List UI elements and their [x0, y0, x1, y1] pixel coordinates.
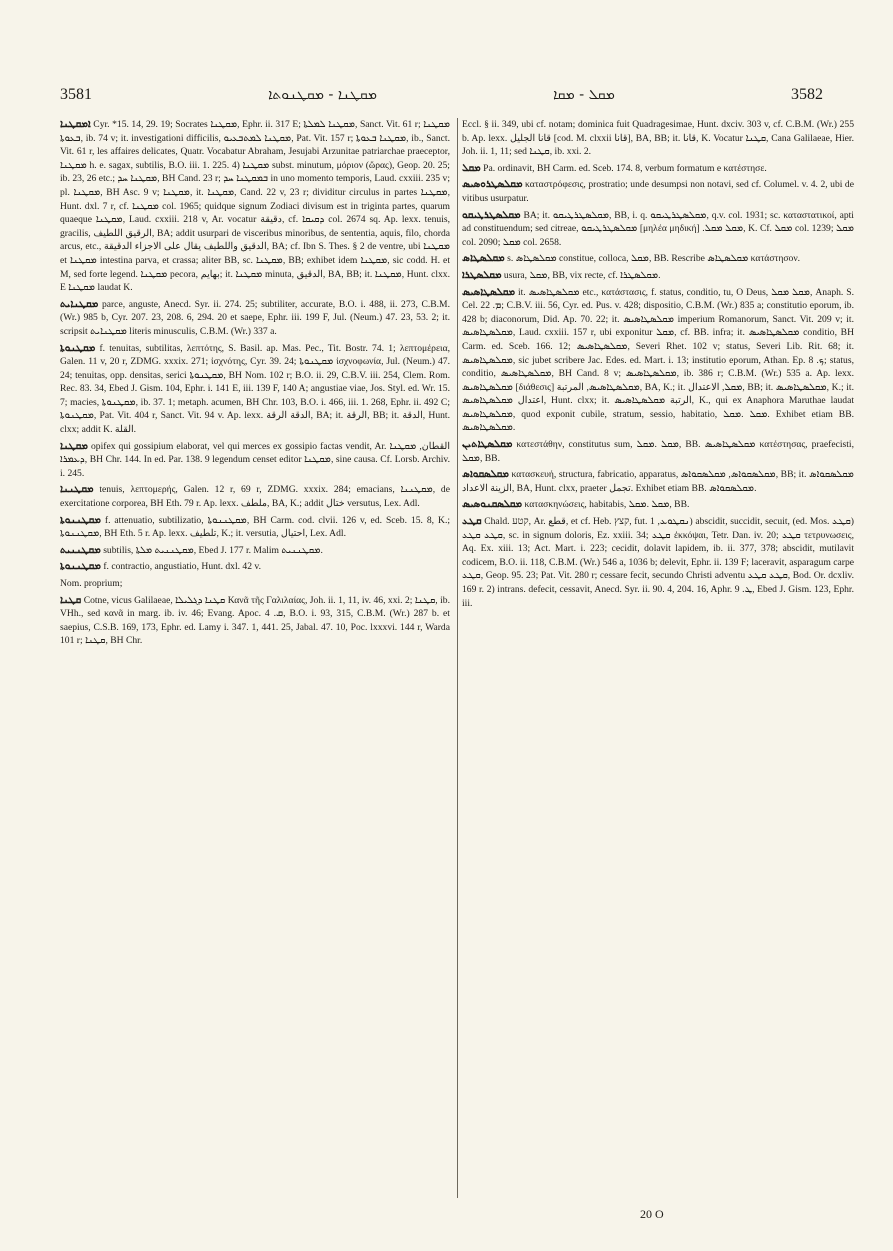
- entry-text: καταστρόφεσις, prostratio; unde desumpsi non notavi, sed cf. Columel. v. 4. 2, ubi de vitibus usurpatur.: [462, 179, 854, 204]
- entry-lemma: ܡܩܠܣܛܪܛܝܩܘ: [462, 209, 521, 221]
- entry-lemma: ܡܩܠܣܩܢܘܣܝܣ: [462, 499, 523, 511]
- entry-text: opifex qui gossipium elaborat, vel qui merces ex gossipio factas vendit, Ar. القطان, ܡܩܛܢܐ ܕܥܡܪܐ, BH Chr. 144. In ed. Par. 138. 9 legendum censet editor ܡܩܛܢܐ, sine causa. Cf. Lorsb. Archiv. i. 245.: [60, 440, 450, 479]
- dictionary-entry: [462, 286, 854, 436]
- dictionary-entry: [60, 560, 450, 574]
- dictionary-entry: [462, 118, 854, 159]
- entry-text: subtilis, ܡܩܛܢܢܝܬ ܡܠܬܐ, Ebed J. 177 r. Malim ܡܩܛܢܢܝܬ.: [103, 544, 323, 556]
- dictionary-entry: [60, 342, 450, 437]
- dictionary-entry: [60, 118, 450, 295]
- entry-text: f. contractio, angustiatio, Hunt. dxl. 42 v.: [103, 561, 261, 573]
- entry-lemma: ܩܛܢܐ: [60, 594, 82, 606]
- entry-lemma: ܐܡܩܛܢܐ: [60, 119, 91, 130]
- signature-mark: 20 O: [640, 1207, 664, 1221]
- entry-lemma: ܡܩܠܣܛܐܬܝܢ: [462, 439, 513, 451]
- entry-text: Cotne, vicus Galilaeae, ܩܛܢܐ ܕܓܠܝܠܐ Κανᾶ τῆς Γαλιλαίας, Joh. ii. 1, 11, iv. 46, xxi. 2; ܩܛܢܐ, ib. VHh., sed κανᾶ in marg. ib. iv. 46; Evang. Apoc. ܩ. 4, B.O. i. 93, 315, C.B.M. (Wr.) 287 b. et saepius, C.S.B. 169, 173, Ephr. ed. Lamy i. 347. 1, 441. 25, Jabal. 47. 10, Poc. lxxxvi. 144 r, Warda 101 r; ܩܛܢܐ, BH Chr.: [60, 594, 450, 647]
- dictionary-entry: [462, 209, 854, 250]
- entry-lemma: ܡܩܠܣܛܐܣܝܣ: [462, 286, 516, 298]
- entry-lemma: ܡܩܛܢܐܝܬ: [60, 298, 99, 310]
- dictionary-entry: [60, 483, 450, 510]
- dictionary-entry: [60, 577, 450, 591]
- entry-text: f. attenuatio, subtilizatio, ܡܩܛܢܢܘܬܐ, BH Carm. cod. clvii. 126 v, ed. Sceb. 15. 8, K.; ܡܩܛܢܢܘܬܐ, BH Eth. 5 r. Ap. lexx. تلطيف, K.; it. versutia, احتيال, Lex. Adl.: [60, 514, 450, 540]
- dictionary-entry: [60, 544, 450, 558]
- entry-lemma: ܡܩܛܢܢܘܬܐ: [60, 514, 101, 526]
- entry-text: f. tenuitas, subtilitas, λεπτότης, S. Basil. ap. Mas. Pec., Tit. Bostr. 74. 1; λεπτομέρεια, Galen. 11 v, 20 r, ZDMG. xxxix. 271; ἰσχνότης, Cyr. 39. 24; ܡܩܛܢܘܬܐ ἰσχνοφωνία, Jul. (Neum.) 47. 24; tenuitas, opp. densitas, serici ܡܩܛܢܘܬܐ, BH Nom. 102 r; B.O. ii. 29, C.B.V. iii. 254, Clem. Rom. Rec. 83. 34, Ebed J. Gism. 104, Ephr. i. 141 E, iii. 139 F, 140 A; angustiae viae, Jos. Styl. ed. Wr. 15. 7; macies, ܡܩܛܢܘܬܐ, ib. 37. 1; metaph. acumen, BH Chr. 103, B.O. i. 466, iii. 1. 268, Ephr. ii. 492 C; ܡܩܛܢܘܬܐ, Pat. Vit. 404 r, Sanct. Vit. 94 v. Ap. lexx. الدقة الرقة, BA; it. الرقة, BB; it. الدقة, Hunt. clxx; addit K. القلة.: [60, 342, 450, 436]
- entry-lemma: ܡܩܛܢܢܘܬܐ: [60, 561, 101, 573]
- entry-text: Pa. ordinavit, BH Carm. ed. Sceb. 174. 8, verbum formatum e κατέστησε.: [483, 162, 767, 174]
- right-page-number: 3582: [790, 86, 823, 103]
- entry-lemma: ܩܛܥ: [462, 516, 482, 528]
- dictionary-entry: [462, 515, 854, 610]
- dictionary-entry: [60, 298, 450, 339]
- dictionary-entry: [462, 178, 854, 205]
- dictionary-entry: [60, 440, 450, 481]
- dictionary-entry: [60, 594, 450, 648]
- entry-text: Eccl. § ii. 349, ubi cf. notam; dominica fuit Quadragesimae, Hunt. dxciv. 303 v, cf. C.B.M. (Wr.) 255 b. Ap. lexx. قانا الجليل [cod. M. clxxii قانا], BA, BB; it. قانا, K. Vocatur ܩܛܢܐ, Cana Galilaeae, Hier. Joh. ii. 1, 11; sed ܩܛܢܐ, ib. xxi. 2.: [462, 119, 854, 158]
- dictionary-entry: [462, 162, 854, 176]
- entry-text: s. ܡܩܠܣܛܐܣ constitue, colloca, ܡܩܠ, BB. Rescribe ܡܩܠܣܛܐܣ κατάστησον.: [507, 253, 801, 265]
- dictionary-entry: [462, 269, 854, 283]
- entry-lemma: ܡܩܛܢܘܬܐ: [60, 342, 96, 354]
- left-running-head: ܡܩܛܢܐ - ܡܩܛܢܘܬܐ: [268, 87, 378, 103]
- right-running-head: ܡܩܠ - ܡܩܐ: [553, 87, 615, 103]
- entry-text: Nom. proprium;: [60, 578, 123, 589]
- column-divider: [457, 118, 458, 1198]
- entry-text: usura, ܡܩܠ, BB, vix recte, cf. ܡܩܠܣܛܪܐ.: [503, 269, 661, 281]
- entry-text: κατασκευή, structura, fabricatio, apparatus, ܡܩܠܣܩܘܐܣ, ܡܩܠܣܩܘܐܣ, BB; it. ܡܩܠܣܩܘܐܣ الزينة الاعداد, BA, Hunt. clxx, praeter تجمل. Exhibet etiam BB. ܡܩܠܣܩܘܐܣ.: [462, 469, 854, 494]
- dictionary-entry: [60, 514, 450, 541]
- entry-lemma: ܡܩܛܢܢܐ: [60, 484, 94, 496]
- entry-lemma: ܡܩܠܣܩܘܐܣ: [462, 469, 509, 481]
- entry-lemma: ܡܩܛܢܐ: [60, 440, 88, 452]
- entry-text: tenuis, λεπτομερής, Galen. 12 r, 69 r, ZDMG. xxxix. 284; emacians, ܡܩܛܢܢܐ, de exercitatione corporea, BH Eth. 79 r. Ap. lexx. ملطف, BA, K.; addit ختال versutus, Lex. Adl.: [60, 484, 450, 510]
- dictionary-entry: [462, 468, 854, 495]
- left-column: [60, 118, 450, 1203]
- entry-text: it. ܡܩܠܣܛܐܣܝܣ etc., κατάστασις, f. status, conditio, tu, O Deus, ܡܩܠ ܡܩܠ, Anaph. S. Cel. ܡ. 22; C.B.V. iii. 56, Cyr. ed. Pus. v. 428; dispositio, C.B.M. (Wr.) 835 a; constitutio eporum, ib. 428 b; diaconorum, Did. Ap. 70. 22; it. ܡܩܠܣܛܐܣܝܣ imperium Romanorum, Sanct. Vit. 209 v; it. ܡܩܠܣܛܐܣܝܣ, Laud. cxxiii. 157 r, ubi exponitur ܡܩܠ, cf. BB. infra; it. ܡܩܠܣܛܐܣܝܣ conditio, BH Carm. ed. Sceb. 166. 12; ܡܩܠܣܛܐܣܝܣ, Severi Rhet. 102 v; status, Severi Lib. Rit. 68; it. ܡܩܠܣܛܐܣܝܣ, sic jubet scribere Jac. Edes. ed. Mart. i. 13; institutio eporum, Athan. Ep. ܟ. 8; status, conditio, ܡܩܠܣܛܐܣܝܣ, BH Cand. 8 v; ܡܩܠܣܛܐܣܝܣ, ib. 386 r; C.B.M. (Wr.) 535 a. Ap. lexx. ܡܩܠܣܛܐܣܝܣ [διάθεσις] ܡܩܠܣܛܐܣܝܣ, المرتبة, BA, K.; it. ܡܩܠ, الاعتدال, BB; it. ܡܩܠܣܛܐܣܝܣ, K.; it. اعتدال ܡܩܠܣܛܐܣܝܣ, Hunt. clxx; it. الرتبة ܡܩܠܣܛܐܣܝܣ, K., qui ex Anaphora Maruthae laudat ܡܩܠܣܛܐܣܝܣ, quod exponit cubile, stratum, sessio, habitatio, ܡܩܠ .ܡܩܠ. Exhibet etiam BB. ܡܩܠܣܛܐܣܝܣ.: [462, 286, 854, 434]
- dictionary-entry: [462, 498, 854, 512]
- entry-lemma: ܡܩܠܣܛܪܘܣܝܣ: [462, 179, 523, 191]
- left-page-number: 3581: [60, 86, 92, 103]
- entry-text: Chald. קטע, Ar. قطع, et cf. Heb. קצץ, fut. ܢܩܛܘܥ, 1) abscidit, succidit, secuit, (ed. Mos. ܩܛܥ) ܩܛܥ ܩܛܥ, sc. in signum doloris, Ez. xxiii. 34; ܩܛܥ ἐκκόψαι, Tetr. Dan. iv. 20; ܩܛܥ τετρυνωσεις, Aq. Ex. xiii. 13; Act. Mart. i. 223; cecidit, dolavit lapidem, ib. ii. 377, 378; abscidit, mutilavit codicem, B.O. ii. 118, C.B.M. (Wr.) 546 a, 1036 b; delevit, Ephr. ii. 139 F; laceravit, asparagum carpe ܩܛܥ, Geop. 95. 23; Pat. Vit. 280 r; cessare fecit, secundo Christi adventu ܩܛܥ ܩܛܥ, Bod. Or. dcxliv. 169 r. 2) intrans. defecit, cessavit, Anecd. Syr. ii. 90. 4, 204. 16, Aphr. ܛ. 9, Ebed J. Gism. 123, Ephr. iii.: [462, 516, 854, 609]
- entry-lemma: ܡܩܛܢܢܝܬ: [60, 544, 101, 556]
- dictionary-entry: [462, 252, 854, 266]
- entry-text: Cyr. *15. 14, 29. 19; Socrates ܡܩܛܢܐ, Ephr. ii. 317 E; ܡܩܛܢܐ ܠܡܠܬܐ, Sanct. Vit. 61 r; ܡܩܛܢܐ ܒܥܘܬܐ, ib. 74 v; it. investigationi difficilis, ܡܩܛܢܐ ܠܡܬܒܥܝܘ, Pat. Vit. 157 r; ܡܩܛܢܐ ܒܥܘܬܐ, ib., Sanct. Vit. 61 r, les affaires delicates, Quatr. Vocabatur Abraham, Jesujabi Arzunitae patriarchae praeceptor, ܡܩܛܢܐ h. e. sagax, subtilis, B.O. iii. 1. 225. 4) ܡܩܛܢܐ subst. minutum, μόριον (ὥρας), Geop. 20. 25; ib. 23, 26 etc.; ܡܩܛܢܐ ܚܕ, BH Cand. 23 r; ܒܡܩܛܢܐ ܚܕ in uno momento temporis, Laud. cxxiii. 235 v; pl. ܡܩܛܢܐ, BH Asc. 9 v; ܡܩܛܢܐ, it. ܡܩܛܢܐ, Cand. 22 v, 23 r; dividitur circulus in partes ܡܩܛܢܐ, Hunt. dxl. 7 r, cf. ܡܩܛܢܐ col. 1965; quidque signum Zodiaci divisum est in triginta partes, quarum quaeque ܡܩܛܢܐ, Laud. cxxiii. 218 v, Ar. vocatur دقيقة, cf. ܕܩܝܩܐ col. 2674 sq. Ap. lexx. tenuis, gracilis, الرقيق اللطيف, BA; addit usurpari de visceribus minoribus, de sententia, aquis, filo, chorda arcus, etc., الدقيق واللطيف يقال على الاجزاء الدقيقة, BA; cf. Ibn S. Thes. § 2 de ventre, ubi ܡܩܛܢܐ et ܡܩܛܢܐ intestina parva, et crassa; aliter BB, sc. ܡܩܛܢܐ, BB; exhibet idem ܡܩܛܢܐ, sic codd. H. et M, sed forte legend. ܡܩܛܢܐ pecora, بهايم; it. ܡܩܛܢܐ minuta, الدقيق, BA, BB; it. ܡܩܛܢܐ, Hunt. clxx. E ܡܩܛܢܐ laudat K.: [60, 119, 450, 294]
- dictionary-entry: [462, 438, 854, 465]
- entry-text: parce, anguste, Anecd. Syr. ii. 274. 25; subtiliter, accurate, B.O. i. 488, ii. 273, C.B.M. (Wr.) 985 b, Cyr. 207. 23, 208. 6, 294. 20 et saepe, Ephr. iii. 199 F, Jul. (Neum.) 47. 23, 53. 2; it. scripsit ܡܩܛܢܐܝܬ literis minusculis, C.B.M. (Wr.) 337 a.: [60, 298, 450, 337]
- page-header: [60, 82, 823, 108]
- entry-lemma: ܡܩܠܣܛܪܐ: [462, 269, 502, 281]
- entry-text: BA; it. ܡܩܠܣܛܪܛܝܩܘ, BB, i. q. ܡܩܠܣܛܪܛܝܩܘ, q.v. col. 1931; sc. καταστατικοί, apti ad constituendum; sed citreae, ܡܩܠܣܛܪܛܝܩܘ [μηλέα μηδική] .ܡܩܠ ܡܩܠ, K. Cf. ܡܩܠ col. 1239; ܡܩܠ col. 2090; ܡܩܠ col. 2658.: [462, 209, 854, 248]
- right-column: [462, 118, 854, 1203]
- entry-text: κατεστάθην, constitutus sum, ܡܩܠ .ܡܩܠ, BB. ܡܩܠܣܛܐܣܝܣ κατέστησας, praefecisti, ܡܩܠ, BB.: [462, 439, 854, 464]
- entry-lemma: ܡܩܠ: [462, 162, 481, 174]
- entry-text: κατασκηνώσεις, habitabis, ܡܩܠ .ܡܩܠ, BB.: [524, 499, 690, 511]
- entry-lemma: ܡܩܠܣܛܐܣ: [462, 253, 505, 265]
